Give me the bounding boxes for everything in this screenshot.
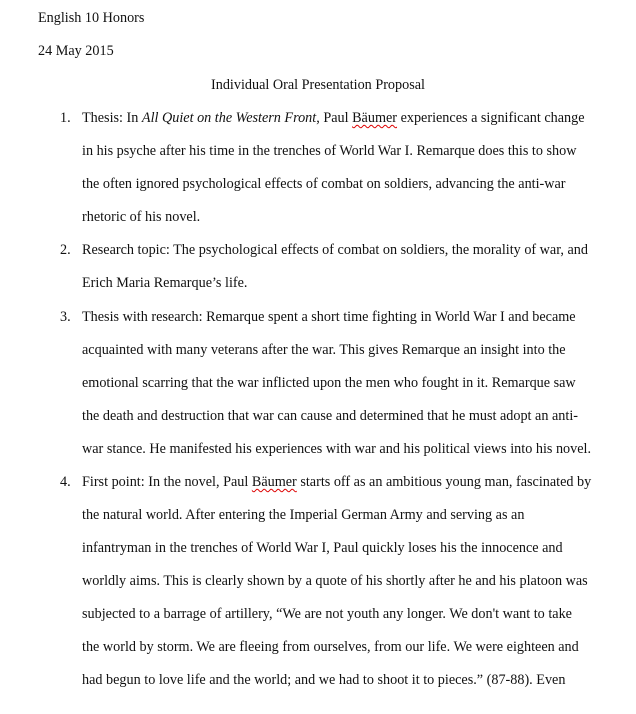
spellcheck-flagged-word: Bäumer	[352, 110, 398, 126]
text-segment: First point: In the novel, Paul	[82, 474, 252, 490]
list-item-line	[82, 605, 572, 623]
list-number: 3.	[60, 309, 71, 325]
text-segment: in his psyche after his time in the trenches of World War I. Remarque does this to show	[82, 143, 577, 159]
text-segment: worldly aims. This is clearly shown by a quote of his shortly after he and his platoon was	[82, 573, 588, 589]
spellcheck-flagged-word: Bäumer	[251, 474, 297, 490]
list-number: 4.	[60, 474, 71, 490]
text-segment: Thesis with research: Remarque spent a short time fighting in World War I and became	[82, 309, 576, 325]
document-date: 24 May 2015	[38, 43, 114, 59]
list-item-line	[82, 407, 578, 425]
list-item-line	[82, 506, 524, 524]
text-segment: the world by storm. We are fleeing from ourselves, from our life. We were eighteen and	[82, 639, 579, 655]
text-segment: emotional scarring that the war inflicted upon the men who fought in it. Remarque saw	[82, 375, 576, 391]
list-item-line	[82, 374, 576, 392]
text-segment: subjected to a barrage of artillery, “We are not youth any longer. We don't want to take	[82, 606, 572, 622]
list-number: 1.	[60, 110, 71, 126]
text-segment: had begun to love life and the world; and we had to shoot it to pieces.” (87-88). Even	[82, 672, 566, 688]
list-item-line	[82, 638, 579, 656]
text-segment: experiences a significant change	[397, 110, 585, 126]
list-item-line	[82, 671, 565, 689]
text-segment: Thesis: In	[82, 110, 142, 126]
document-title: Individual Oral Presentation Proposal	[211, 77, 425, 93]
course-name: English 10 Honors	[38, 10, 145, 26]
list-item-line	[82, 175, 566, 193]
list-item-line	[82, 208, 200, 226]
list-item-line	[82, 473, 591, 491]
text-segment: Research topic: The psychological effects of combat on soldiers, the morality of war, and	[82, 242, 588, 258]
list-item-line	[82, 539, 563, 557]
list-item-line	[82, 440, 591, 458]
text-segment: the death and destruction that war can cause and determined that he must adopt an anti-	[82, 408, 578, 424]
text-segment: the natural world. After entering the Imperial German Army and serving as an	[82, 507, 525, 523]
text-segment: the often ignored psychological effects of combat on soldiers, advancing the anti-war	[82, 176, 566, 192]
text-segment: war stance. He manifested his experiences with war and his political views into his novel.	[82, 441, 592, 457]
list-item-line	[82, 308, 576, 326]
list-item-line	[82, 241, 588, 259]
text-segment: Erich Maria Remarque’s life.	[82, 275, 248, 291]
text-segment: , Paul	[316, 110, 353, 126]
list-item-line	[82, 274, 247, 292]
text-segment: acquainted with many veterans after the war. This gives Remarque an insight into the	[82, 342, 566, 358]
book-title: All Quiet on the Western Front	[141, 110, 317, 126]
list-number: 2.	[60, 242, 71, 258]
list-item-line	[82, 142, 576, 160]
list-item-line	[82, 109, 585, 127]
list-item-line	[82, 341, 566, 359]
list-item-line	[82, 572, 588, 590]
text-segment: infantryman in the trenches of World War I, Paul quickly loses his the innocence and	[82, 540, 563, 556]
text-segment: rhetoric of his novel.	[82, 209, 201, 225]
text-segment: starts off as an ambitious young man, fascinated by	[296, 474, 592, 490]
